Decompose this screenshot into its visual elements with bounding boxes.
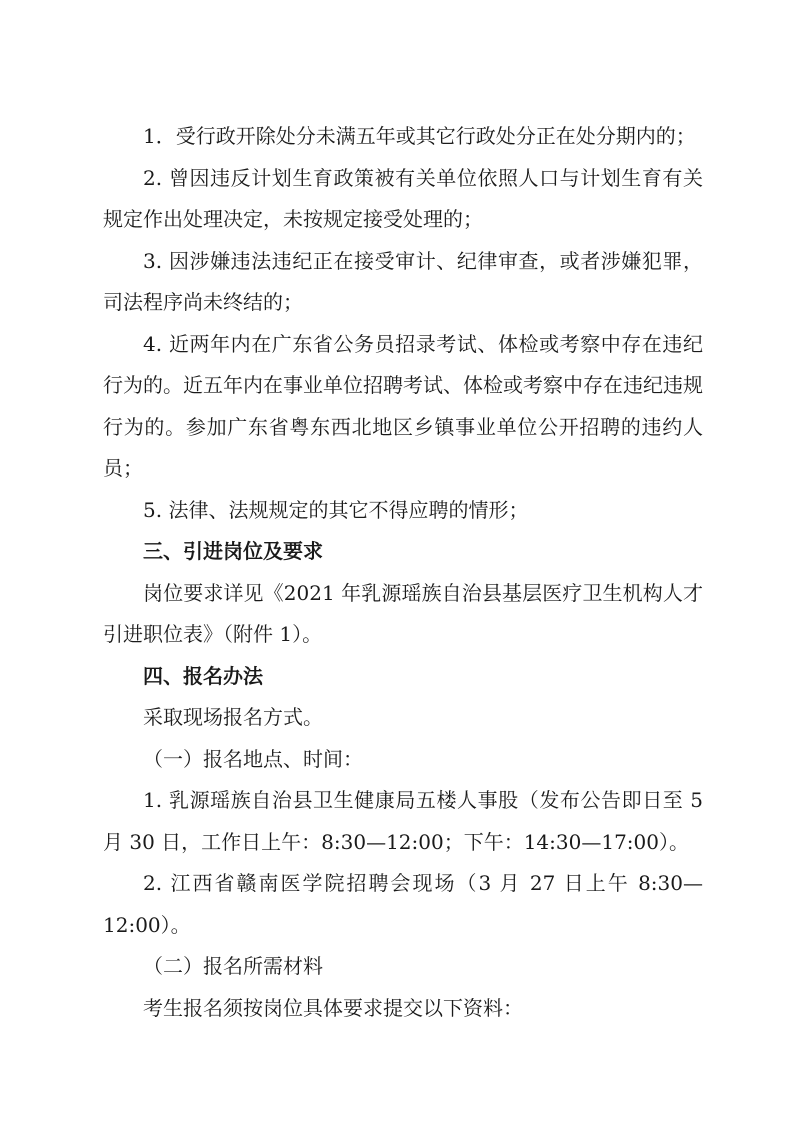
disqualification-item-4: 4. 近两年内在广东省公务员招录考试、体检或考察中存在违纪行为的。近五年内在事业单位招聘考试、体检或考察中存在违纪违规行为的。参加广东省粤东西北地区乡镇事业单位公开招聘的违约人员； [103, 331, 703, 480]
location-item-1: 1. 乳源瑶族自治县卫生健康局五楼人事股（发布公告即日至 5 月 30 日，工作日上午：8:30—12:00；下午：14:30—17:00）。 [103, 788, 703, 854]
disqualification-item-1: 1．受行政开除处分未满五年或其它行政处分正在处分期内的； [143, 124, 696, 148]
subsection-materials: （二）报名所需材料 [143, 954, 323, 978]
registration-method: 采取现场报名方式。 [143, 705, 323, 729]
document-body [103, 116, 703, 1029]
disqualification-item-5: 5. 法律、法规规定的其它不得应聘的情形； [143, 497, 529, 522]
section-heading-registration: 四、报名办法 [143, 663, 263, 688]
positions-paragraph: 岗位要求详见《2021 年乳源瑶族自治县基层医疗卫生机构人才引进职位表》（附件 1）。 [103, 580, 703, 646]
subsection-location-time: （一）报名地点、时间： [143, 746, 363, 771]
section-heading-positions: 三、引进岗位及要求 [143, 539, 323, 563]
disqualification-item-2: 2. 曾因违反计划生育政策被有关单位依照人口与计划生育有关规定作出处理决定，未按规定接受处理的； [103, 165, 703, 231]
materials-intro: 考生报名须按岗位具体要求提交以下资料： [143, 995, 523, 1020]
location-item-2: 2. 江西省赣南医学院招聘会现场（3 月 27 日上午 8:30—12:00）。 [103, 871, 703, 937]
disqualification-item-3: 3. 因涉嫌违法违纪正在接受审计、纪律审查，或者涉嫌犯罪，司法程序尚未终结的； [103, 248, 703, 314]
